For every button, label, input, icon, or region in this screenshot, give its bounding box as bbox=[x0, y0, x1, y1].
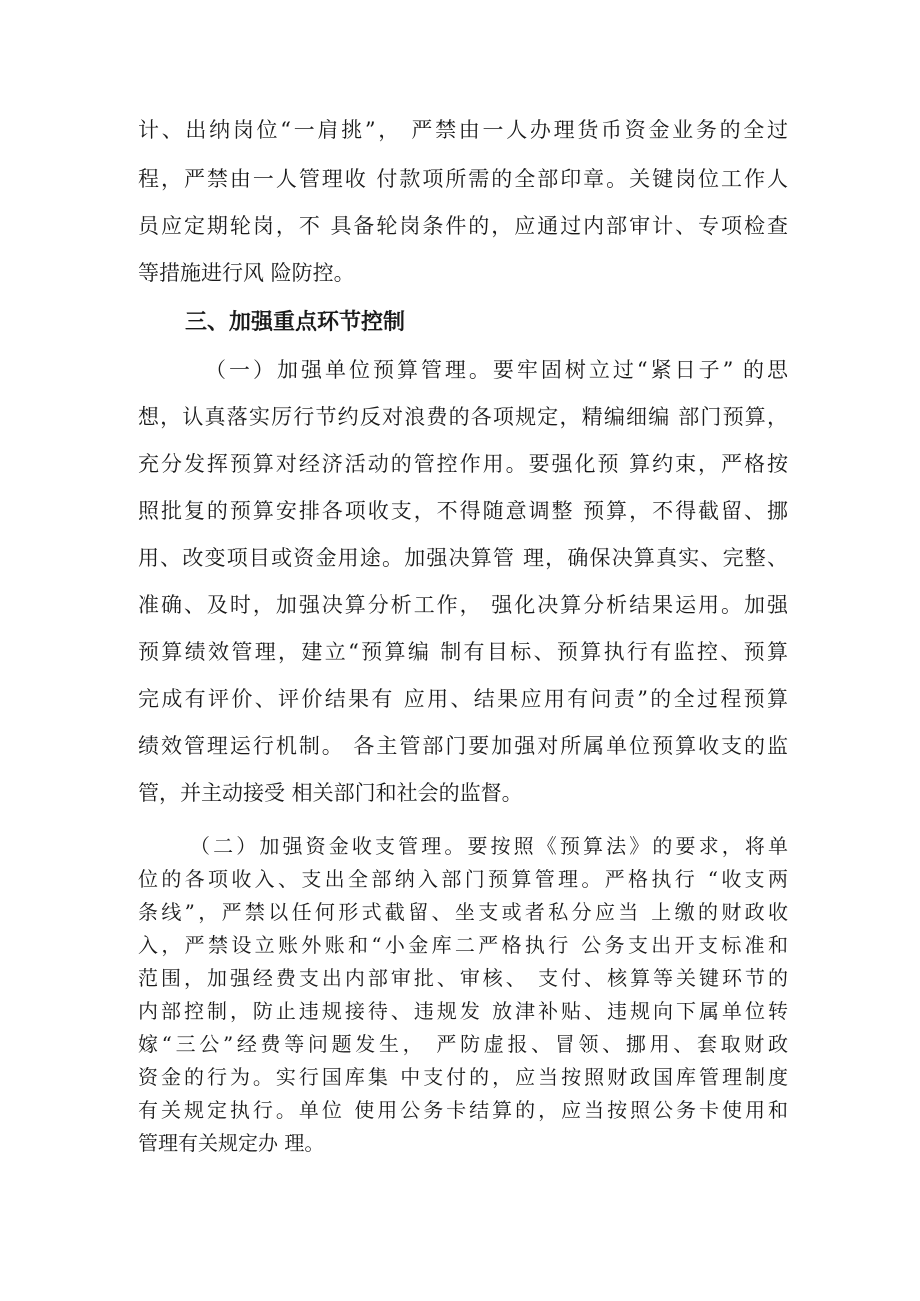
text-line: 计、出纳岗位“一肩挑”， 严禁由一人办理货币资金业务的全过 bbox=[138, 118, 788, 142]
text-line: 管，并主动接受 相关部门和社会的监督。 bbox=[138, 781, 523, 805]
text-line: 条线”，严禁以任何形式截留、坐支或者私分应当 上缴的财政收 bbox=[138, 900, 788, 924]
text-line: （一）加强单位预算管理。要牢固树立过“紧日子” 的思 bbox=[205, 358, 788, 382]
text-line: 位的各项收入、支出全部纳入部门预算管理。严格执行 “收支两 bbox=[138, 867, 788, 891]
text-line: 入，严禁设立账外账和“小金库二严格执行 公务支出开支标准和 bbox=[138, 933, 788, 957]
text-line: 嫁“三公”经费等问题发生， 严防虚报、冒领、挪用、套取财政 bbox=[138, 1032, 788, 1056]
text-line: 管理有关规定办 理。 bbox=[138, 1131, 325, 1155]
text-line: （二）加强资金收支管理。要按照《预算法》的要求，将单 bbox=[190, 834, 788, 858]
text-line: 有关规定执行。单位 使用公务卡结算的，应当按照公务卡使用和 bbox=[138, 1098, 788, 1122]
text-line: 员应定期轮岗，不 具备轮岗条件的，应通过内部审计、专项检查 bbox=[138, 214, 788, 238]
text-line: 内部控制，防止违规接待、违规发 放津补贴、违规向下属单位转 bbox=[138, 999, 788, 1023]
text-line: 充分发挥预算对经济活动的管控作用。要强化预 算约束，严格按 bbox=[138, 452, 788, 476]
section-heading: 三、加强重点环节控制 bbox=[185, 310, 406, 335]
text-line: 准确、及时，加强决算分析工作， 强化决算分析结果运用。加强 bbox=[138, 593, 788, 617]
text-line: 完成有评价、评价结果有 应用、结果应用有问责”的全过程预算 bbox=[138, 687, 788, 711]
text-line: 用、改变项目或资金用途。加强决算管 理，确保决算真实、完整、 bbox=[138, 546, 788, 570]
text-line: 等措施进行风 险防控。 bbox=[138, 261, 355, 285]
text-line: 绩效管理运行机制。 各主管部门要加强对所属单位预算收支的监 bbox=[138, 734, 788, 758]
text-line: 资金的行为。实行国库集 中支付的，应当按照财政国库管理制度 bbox=[138, 1065, 788, 1089]
text-line: 想，认真落实厉行节约反对浪费的各项规定，精编细编 部门预算， bbox=[138, 405, 788, 429]
text-line: 预算绩效管理，建立“预算编 制有目标、预算执行有监控、预算 bbox=[138, 640, 788, 664]
text-line: 范围，加强经费支出内部审批、审核、 支付、核算等关键环节的 bbox=[138, 966, 788, 990]
text-line: 照批复的预算安排各项收支，不得随意调整 预算，不得截留、挪 bbox=[138, 499, 788, 523]
text-line: 程，严禁由一人管理收 付款项所需的全部印章。关键岗位工作人 bbox=[138, 167, 788, 191]
